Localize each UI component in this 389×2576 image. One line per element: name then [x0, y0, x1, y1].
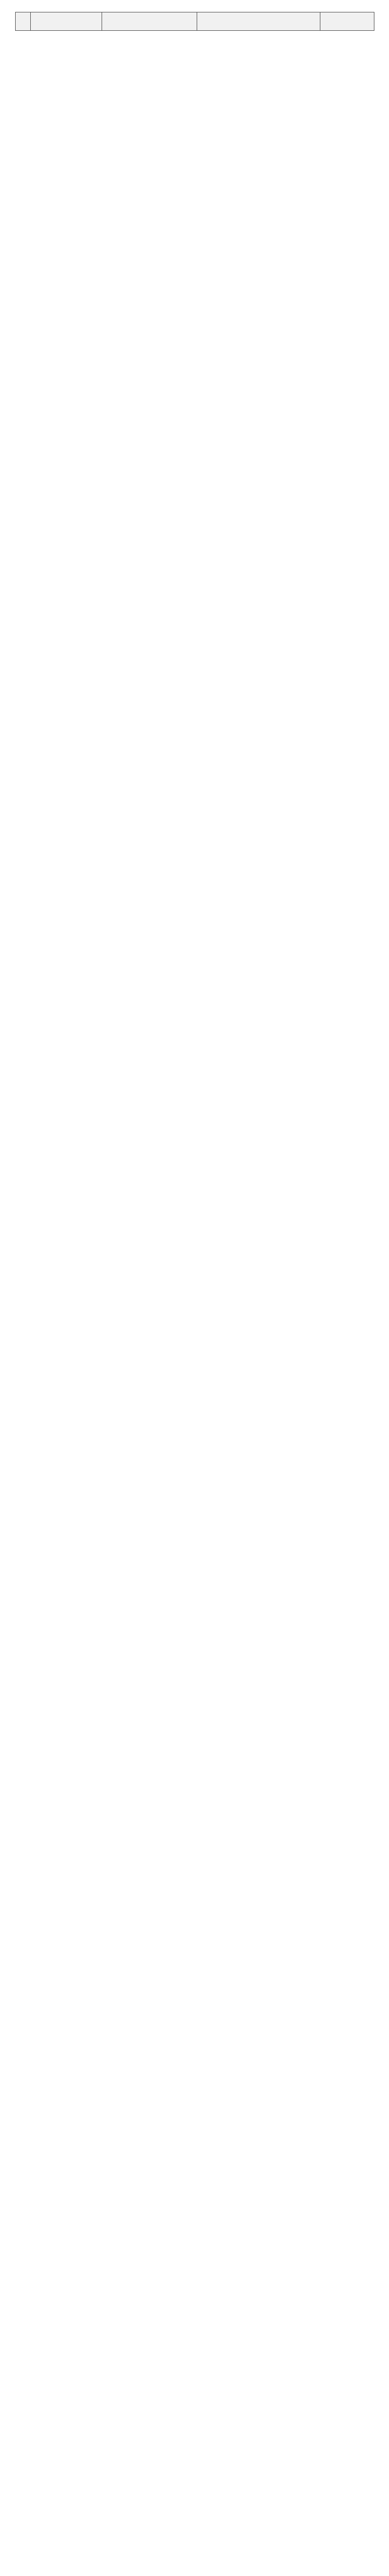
header-seq — [16, 12, 31, 30]
header-project-number — [31, 12, 102, 30]
header-owner — [320, 12, 374, 30]
project-table — [15, 12, 374, 31]
header-project-name — [197, 12, 320, 30]
table-header-row — [16, 12, 374, 31]
header-company — [102, 12, 197, 30]
